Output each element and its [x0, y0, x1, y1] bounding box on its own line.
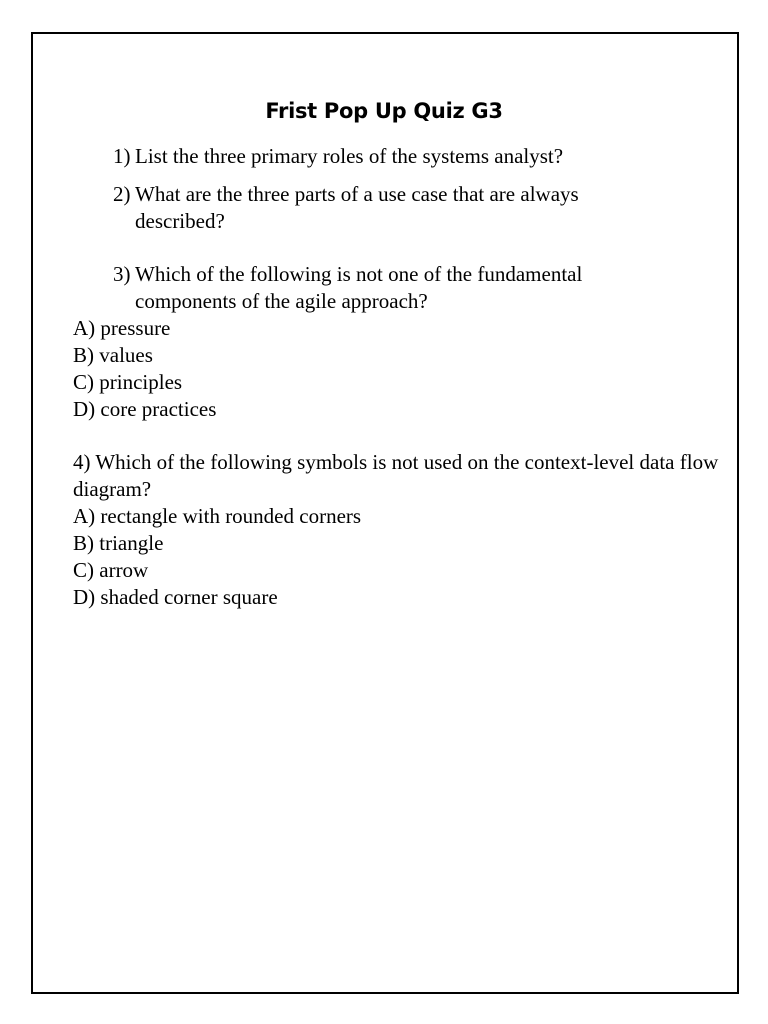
page-title: Frist Pop Up Quiz G3 [265, 99, 503, 123]
option-b: B) values [73, 343, 153, 367]
option-d: D) core practices [73, 397, 217, 421]
option-a: A) pressure [73, 316, 171, 340]
question-1 [113, 143, 653, 170]
question-1-text: List the three primary roles of the systems analyst? [135, 144, 564, 168]
question-3-number: 3) [113, 262, 131, 286]
question-2-number: 2) [113, 182, 131, 206]
question-4-text: 4) Which of the following symbols is not used on the context-level data flow diagram? [73, 450, 719, 501]
question-2 [113, 181, 633, 235]
question-3-options [73, 315, 216, 423]
question-3 [113, 261, 633, 315]
question-3-text: Which of the following is not one of the fundamental components of the agile approach? [135, 262, 583, 313]
question-4-options [73, 503, 361, 611]
option-a: A) rectangle with rounded corners [73, 504, 362, 528]
question-2-text: What are the three parts of a use case that are always described? [135, 182, 579, 233]
option-d: D) shaded corner square [73, 585, 278, 609]
question-1-number: 1) [113, 144, 131, 168]
option-c: C) arrow [73, 558, 149, 582]
option-b: B) triangle [73, 531, 164, 555]
option-c: C) principles [73, 370, 183, 394]
